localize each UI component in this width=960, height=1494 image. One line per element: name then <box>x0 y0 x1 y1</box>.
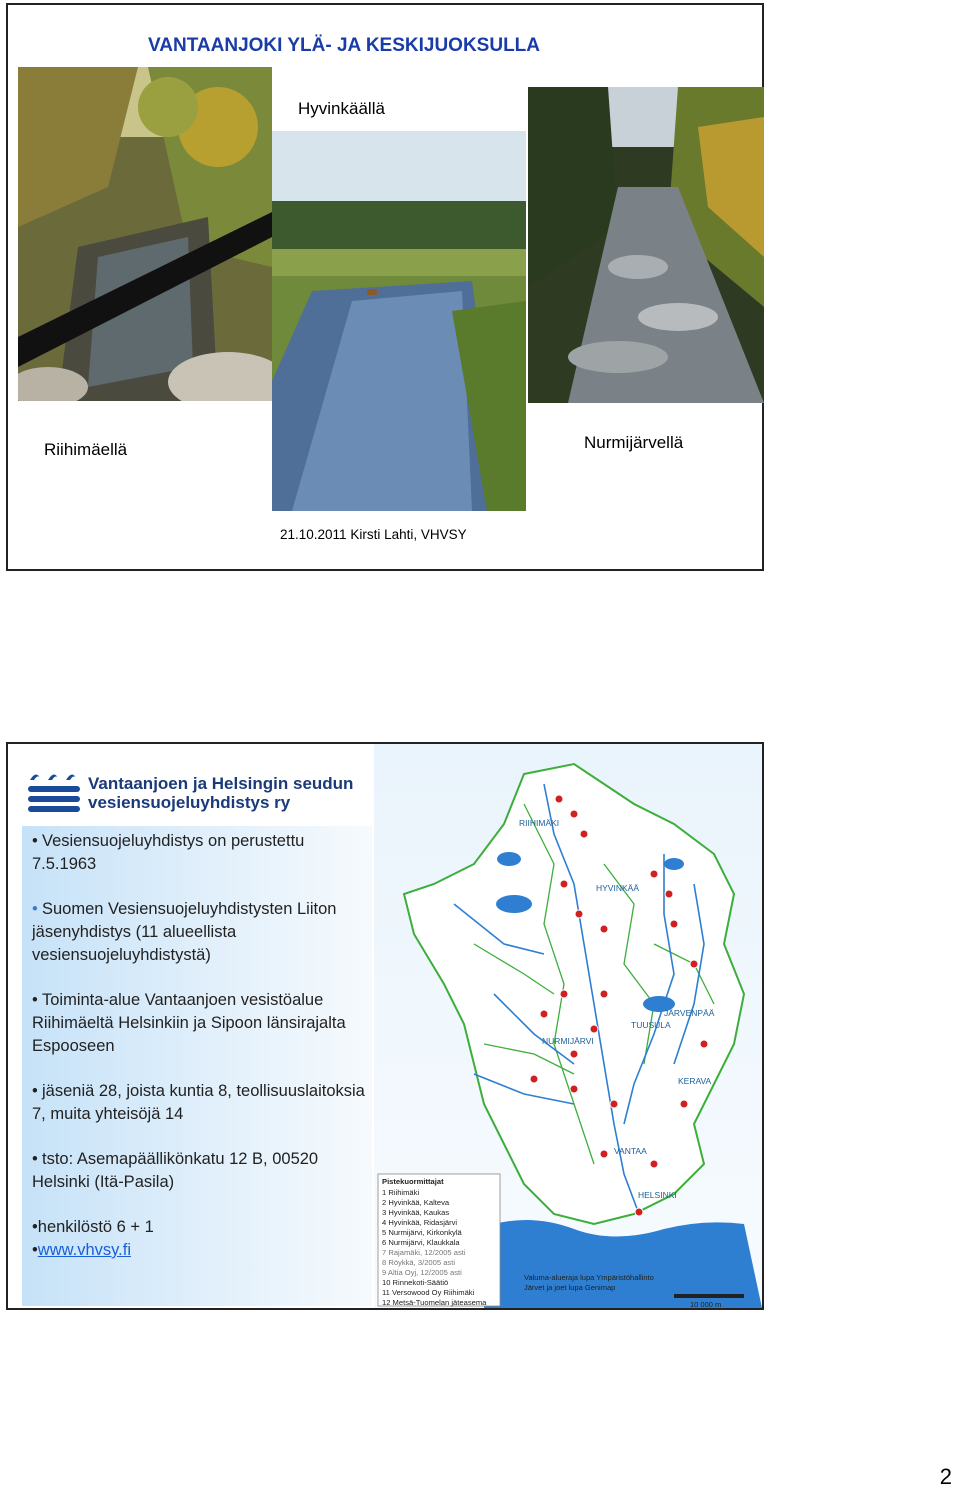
map-town-helsinki: HELSINKI <box>638 1190 677 1200</box>
legend-item: 1 Riihimäki <box>382 1188 420 1197</box>
legend-item: 9 Altia Oyj, 12/2005 asti <box>382 1268 462 1277</box>
bullet-item: • tsto: Asemapäällikönkatu 12 B, 00520 Helsinki (Itä-Pasila) <box>32 1150 319 1191</box>
map-source-2: Järvet ja joet lupa Genimap <box>524 1283 616 1292</box>
slide-2 <box>6 742 764 1310</box>
bullet-item: •henkilöstö 6 + 1 <box>32 1218 154 1236</box>
logo-line-1: Vantaanjoen ja Helsingin seudun <box>88 774 354 793</box>
waves-logo-icon <box>26 768 86 822</box>
caption-hyvinkaa: Hyvinkäällä <box>298 99 385 118</box>
slide-footer: 21.10.2011 Kirsti Lahti, VHVSY <box>280 527 467 542</box>
website-link[interactable]: www.vhvsy.fi <box>37 1241 131 1259</box>
bullet-item: • jäseniä 28, joista kuntia 8, teollisuuslaitoksia 7, muita yhteisöjä 14 <box>32 1082 365 1123</box>
catchment-map <box>374 744 762 1308</box>
legend-item: 5 Nurmijärvi, Kirkonkylä <box>382 1228 462 1237</box>
map-source-1: Valuma-alueraja lupa Ympäristöhallinto <box>524 1273 654 1282</box>
bullet-item: • Toiminta-alue Vantaanjoen vesistöalue Riihimäeltä Helsinkiin ja Sipoon länsirajalta Espooseen <box>32 991 346 1055</box>
legend-item: 8 Röykkä, 3/2005 asti <box>382 1258 456 1267</box>
map-town-hyvinkaa: HYVINKÄÄ <box>596 883 639 893</box>
legend-item: 2 Hyvinkää, Kalteva <box>382 1198 450 1207</box>
map-town-kerava: KERAVA <box>678 1076 712 1086</box>
legend-item: 6 Nurmijärvi, Klaukkala <box>382 1238 460 1247</box>
slide-title: VANTAANJOKI YLÄ- JA KESKIJUOKSULLA <box>148 35 540 56</box>
photo-hyvinkaa <box>272 131 526 511</box>
photo-nurmijarvi <box>528 87 764 403</box>
page-number: 2 <box>939 1464 952 1489</box>
bullet-list <box>32 830 372 1262</box>
legend-item: 10 Rinnekoti-Säätiö <box>382 1278 449 1287</box>
vhvsy-logo <box>26 764 366 824</box>
legend-item: 3 Hyvinkää, Kaukas <box>382 1208 450 1217</box>
legend-title: Pistekuormittajat <box>382 1177 444 1186</box>
map-scale: 10 000 m <box>690 1300 722 1308</box>
caption-riihimaki: Riihimäellä <box>44 440 128 459</box>
legend-item: 11 Versowood Oy Riihimäki <box>382 1288 475 1297</box>
map-town-nurmijarvi: NURMIJÄRVI <box>542 1036 594 1046</box>
legend-item: 7 Rajamäki, 12/2005 asti <box>382 1248 466 1257</box>
bullet-item-link: •www.vhvsy.fi <box>32 1241 131 1259</box>
map-town-jarvenpaa: JÄRVENPÄÄ <box>664 1008 715 1018</box>
bullet-item: • Suomen Vesiensuojeluyhdistysten Liiton jäsenyhdistys (11 alueellista vesiensuojeluyhdistystä) <box>32 900 337 964</box>
legend-item: 12 Metsä-Tuomelan jäteasema <box>382 1298 487 1307</box>
map-town-vantaa: VANTAA <box>614 1146 647 1156</box>
caption-nurmijarvi: Nurmijärvellä <box>584 433 684 452</box>
slide-1 <box>6 3 764 571</box>
legend-item: 4 Hyvinkää, Ridasjärvi <box>382 1218 458 1227</box>
map-town-riihimaki: RIIHIMÄKI <box>519 818 560 828</box>
logo-line-2: vesiensuojeluyhdistys ry <box>88 793 291 812</box>
map-town-tuusula: TUUSULA <box>631 1020 671 1030</box>
bullet-item: • Vesiensuojeluyhdistys on perustettu 7.5.1963 <box>32 832 305 873</box>
photo-riihimaki <box>18 67 272 401</box>
